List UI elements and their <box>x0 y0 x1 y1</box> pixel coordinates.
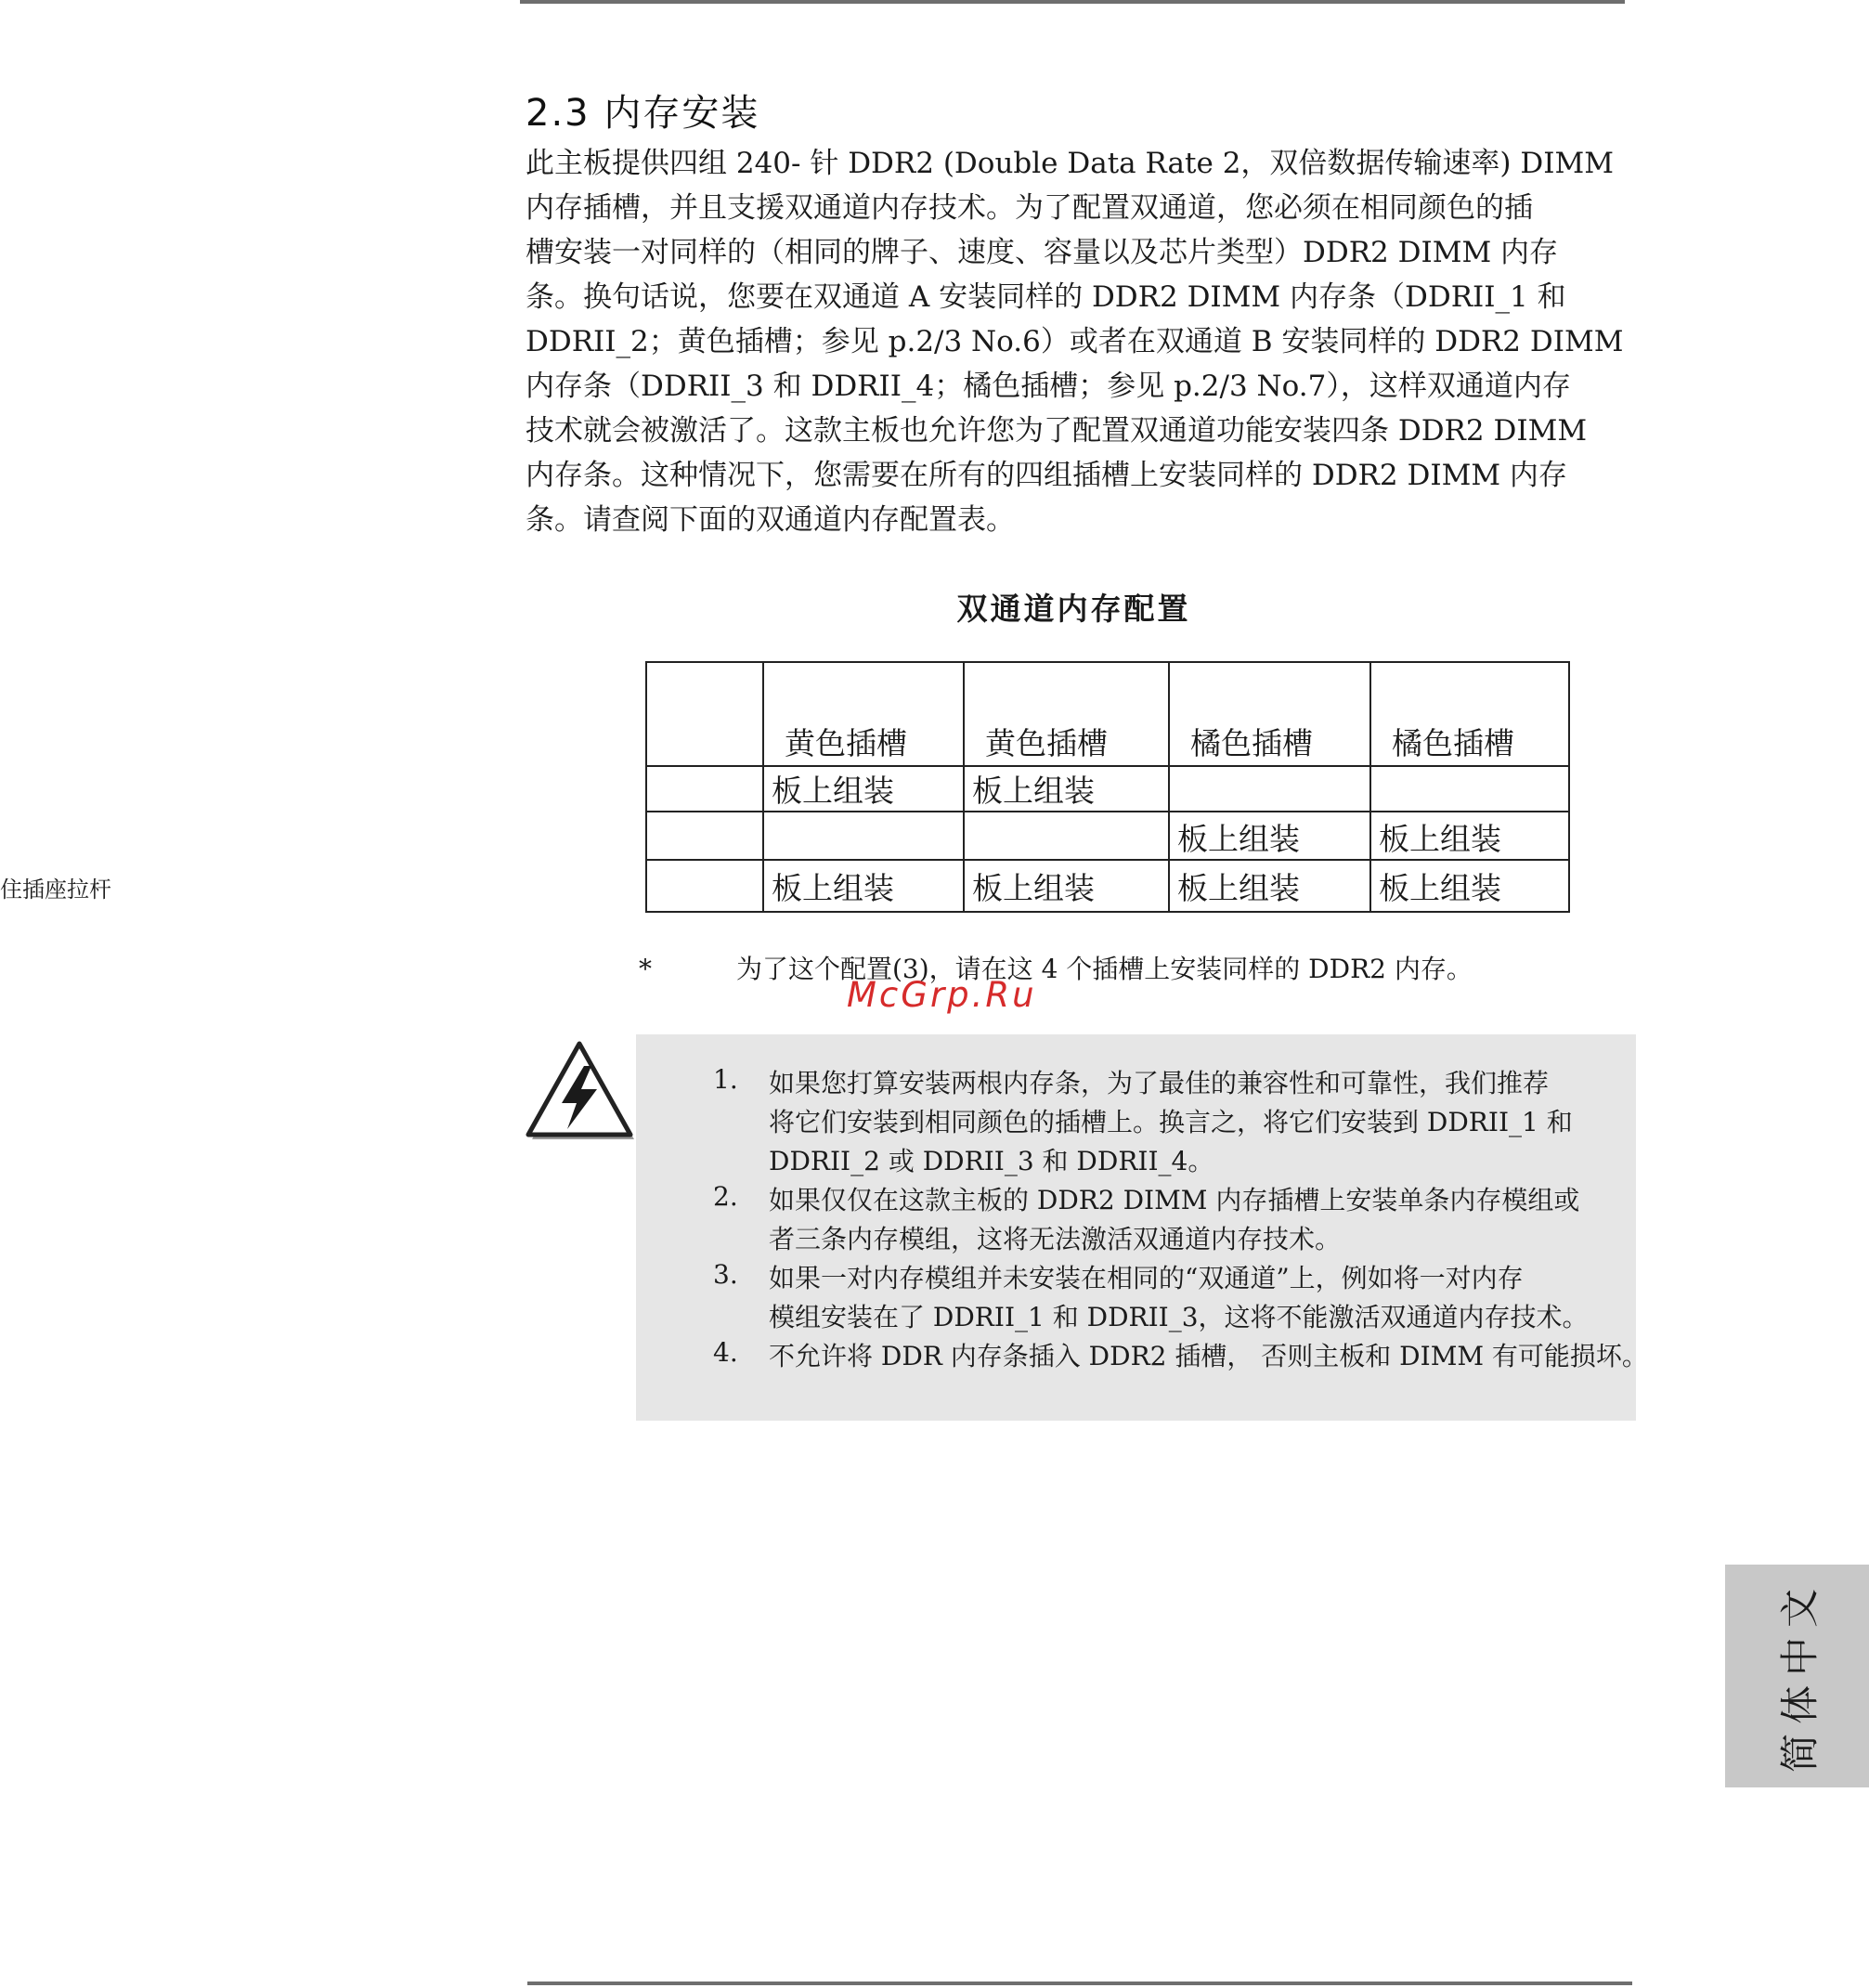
table-cell <box>646 766 763 812</box>
table-cell: 板上组装 <box>763 766 964 812</box>
table-row <box>646 860 1569 912</box>
note-number: 1. <box>713 1064 738 1095</box>
intro-line: DDRII_2；黄色插槽；参见 p.2/3 No.6）或者在双通道 B 安装同样的 DDR2 DIMM <box>526 325 1624 358</box>
bottom-rule <box>527 1982 1632 1985</box>
intro-line: 内存条（DDRII_3 和 DDRII_4；橘色插槽；参见 p.2/3 No.7），这样双通道内存 <box>526 370 1571 403</box>
table-cell <box>964 812 1169 860</box>
intro-line: 内存条。这种情况下，您需要在所有的四组插槽上安装同样的 DDR2 DIMM 内存 <box>526 459 1567 492</box>
intro-line: 槽安装一对同样的（相同的牌子、速度、容量以及芯片类型）DDR2 DIMM 内存 <box>526 236 1559 269</box>
table-header-cell: 橘色插槽 <box>1370 662 1569 766</box>
table-cell <box>1370 766 1569 812</box>
note-line: 模组安装在了 DDRII_1 和 DDRII_3，这将不能激活双通道内存技术。 <box>769 1302 1589 1332</box>
intro-line: 此主板提供四组 240- 针 DDR2 (Double Data Rate 2，双倍数据传输速率) DIMM <box>526 147 1614 180</box>
note-line: 如果仅仅在这款主板的 DDR2 DIMM 内存插槽上安装单条内存模组或 <box>769 1185 1580 1215</box>
intro-line: 内存插槽，并且支援双通道内存技术。为了配置双通道，您必须在相同颜色的插 <box>526 191 1533 225</box>
note-line: 者三条内存模组，这将无法激活双通道内存技术。 <box>769 1224 1342 1254</box>
intro-line: 条。换句话说，您要在双通道 A 安装同样的 DDR2 DIMM 内存条（DDRII_1 和 <box>526 280 1566 314</box>
table-title: 双通道内存配置 <box>956 591 1191 627</box>
footnote-text: 为了这个配置(3)，请在这 4 个插槽上安装同样的 DDR2 内存。 <box>736 954 1473 984</box>
table-cell <box>646 812 763 860</box>
table-footnote <box>639 949 1473 986</box>
note-number: 3. <box>713 1259 738 1290</box>
language-tab[interactable] <box>1725 1565 1869 1787</box>
memory-config-table <box>645 661 1570 913</box>
note-item <box>713 1259 1648 1337</box>
table-row <box>646 766 1569 812</box>
note-line: DDRII_2 或 DDRII_3 和 DDRII_4。 <box>769 1146 1214 1176</box>
intro-paragraph <box>526 141 1640 542</box>
table-header-cell: 黄色插槽 <box>763 662 964 766</box>
note-number: 2. <box>713 1181 738 1212</box>
intro-line: 条。请查阅下面的双通道内存配置表。 <box>526 503 1015 537</box>
table-header-row <box>646 662 1569 766</box>
table-row <box>646 812 1569 860</box>
warning-lightning-icon <box>523 1038 636 1144</box>
watermark-link[interactable]: McGrp.Ru <box>847 975 1037 1015</box>
table-header-cell: 橘色插槽 <box>1169 662 1370 766</box>
note-item <box>713 1064 1648 1181</box>
note-number: 4. <box>713 1337 738 1368</box>
section-title: 2.3 内存安装 <box>526 92 760 135</box>
table-cell <box>646 860 763 912</box>
table-header-cell: 黄色插槽 <box>964 662 1169 766</box>
table-cell: 板上组装 <box>1370 812 1569 860</box>
table-cell: 板上组装 <box>964 766 1169 812</box>
note-line: 如果一对内存模组并未安装在相同的“双通道”上，例如将一对内存 <box>769 1263 1524 1293</box>
top-rule <box>520 0 1625 4</box>
table-cell: 板上组装 <box>1370 860 1569 912</box>
table-cell: 板上组装 <box>1169 812 1370 860</box>
table-cell: 板上组装 <box>1169 860 1370 912</box>
notes-list <box>713 1064 1648 1376</box>
table-cell: 板上组装 <box>763 860 964 912</box>
language-tab-label: 简体中文 <box>1776 1579 1823 1774</box>
table-cell: 板上组装 <box>964 860 1169 912</box>
note-line: 如果您打算安装两根内存条，为了最佳的兼容性和可靠性，我们推荐 <box>769 1068 1550 1098</box>
note-line: 不允许将 DDR 内存条插入 DDR2 插槽， 否则主板和 DIMM 有可能损坏。 <box>769 1341 1648 1371</box>
table-cell <box>763 812 964 860</box>
table-header-cell <box>646 662 763 766</box>
side-caption-fragment: 住插座拉杆 <box>0 877 111 903</box>
note-line: 将它们安装到相同颜色的插槽上。换言之，将它们安装到 DDRII_1 和 <box>769 1107 1573 1137</box>
intro-line: 技术就会被激活了。这款主板也允许您为了配置双通道功能安装四条 DDR2 DIMM <box>526 414 1588 448</box>
table-cell <box>1169 766 1370 812</box>
footnote-marker: * <box>639 954 652 984</box>
note-item <box>713 1181 1648 1259</box>
note-item <box>713 1337 1648 1376</box>
